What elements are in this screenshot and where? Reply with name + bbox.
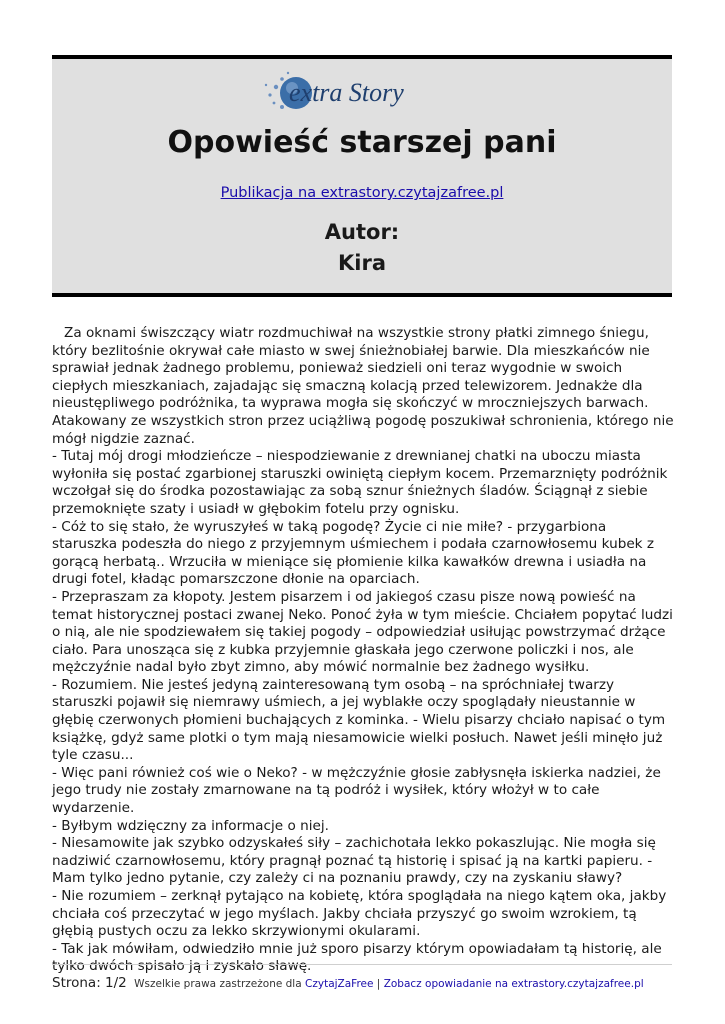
story-paragraph: - Byłbym wdzięczny za informacje o niej. xyxy=(52,817,329,834)
story-paragraph: - Nie rozumiem – zerknął pytająco na kobietę, która spoglądała na niego kątem oka, jakby chciała coś przeczytać w jego myślach. Jakby chciała przyszyć go swoim wzrokiem, tą głębią pustych oczu za lekko skrzywionymi okularami. xyxy=(52,888,667,940)
page-footer xyxy=(52,975,692,991)
story-body xyxy=(52,325,674,976)
page-number: Strona: 1/2 xyxy=(52,975,127,991)
story-paragraph: - Więc pani również coś wie o Neko? - w mężczyźnie głosie zabłysnęła iskierka nadziei, że jego trudy nie zostały zmarnowane na tą podróż i wysiłek, który włożył w to całe wydarzenie. xyxy=(52,764,661,817)
extra-story-logo xyxy=(52,65,672,115)
publication-link[interactable]: Publikacja na extrastory.czytajzafree.pl xyxy=(220,185,504,201)
rights-text: Wszelkie prawa zastrzeżone dla xyxy=(134,978,302,990)
story-paragraph: - Przepraszam za kłopoty. Jestem pisarzem i od jakiegoś czasu pisze nową powieść na temat historycznej postaci zwanej Neko. Ponoć żyła w tym mieście. Chciałem popytać ludzi o nią, ale nie spodziewałem się takiej pogody – odpowiedział usiłując powstrzymać drżące ciało. Para unosząca się z kubka przyjemnie głaskała jego czerwone policzki i nos, ale mężczyźnie nadal było zbyt zimno, aby mówić normalnie bez żadnego wysiłku. xyxy=(52,588,673,676)
story-link[interactable]: Zobacz opowiadanie na extrastory.czytajzafree.pl xyxy=(383,978,644,990)
logo-text: extra Story xyxy=(289,78,404,107)
logo-graphic xyxy=(262,65,462,115)
czytajzafree-link[interactable]: CzytajZaFree xyxy=(305,978,374,990)
story-paragraph: - Niesamowite jak szybko odzyskałeś siły – zachichotała lekko pokaszlując. Nie mogła się nadziwić czarnowłosemu, który pragnął poznać tą historię i spisać ją na kartki papieru. - Mam tylko jedno pytanie, czy zależy ci na poznaniu prawdy, czy na zyskaniu sławy? xyxy=(52,835,656,887)
story-paragraph: - Tutaj mój drogi młodzieńcze – niespodziewanie z drewnianej chatki na uboczu miasta wyłoniła się postać zgarbionej staruszki owiniętą ciepłym kocem. Przemarznięty podróżnik wczołgał się do środka pozostawiając za sobą sznur śnieżnych śladów. Ściągnął z siebie przemoknięte szaty i usiadł w głębokim fotelu przy ognisku. xyxy=(52,448,668,517)
author-name: Kira xyxy=(338,251,386,275)
story-paragraph: - Rozumiem. Nie jesteś jedyną zainteresowaną tym osobą – na spróchniałej twarzy staruszki pojawił się niemrawy uśmiech, a jej wyblakłe oczy spoglądały nieustannie w głębię czerwonych płomieni buchających z kominka. - Wielu pisarzy chciało napisać o tym książkę, gdyż same plotki o tym mają niesamowicie wielki posłuch. Nawet jeśli minęło już tyle czasu... xyxy=(52,676,666,764)
footer-divider xyxy=(52,964,672,965)
footer-separator: | xyxy=(376,978,381,990)
page-title: Opowieść starszej pani xyxy=(167,125,557,160)
story-paragraph: - Tak jak mówiłam, odwiedziło mnie już sporo pisarzy którym opowiadałam tą historię, ale tylko dwóch spisało ją i zyskało sławę. xyxy=(52,940,662,975)
story-paragraph: - Cóż to się stało, że wyruszyłeś w taką pogodę? Życie ci nie miłe? - przygarbiona staruszka podeszła do niego z przyjemnym uśmiechem i podała czarnowłosemu kubek z gorącą herbatą.. Wrzuciła w mieniące się płomienie kilka kawałków drewna i usiadła na drugi fotel, kładąc pomarszczone dłonie na oparciach. xyxy=(52,518,655,588)
author-label: Autor: xyxy=(324,220,400,244)
story-paragraph: Za oknami świszczący wiatr rozdmuchiwał na wszystkie strony płatki zimnego śniegu, który bezlitośnie okrywał całe miasto w swej śnieżnobiałej barwie. Dla mieszkańców nie sprawiał jednak żadnego problemu, ponieważ siedzieli oni teraz wygodnie w swoich ciepłych mieszkaniach, zajadając się smaczną kolacją przed telewizorem. Jednakże dla nieustępliwego podróżnika, ta wyprawa mogła się skończyć w mroczniejszych barwach. Atakowany ze wszystkich stron przez uciążliwą pogodę poszukiwał schronienia, którego nie mógł nigdzie zaznać. xyxy=(52,325,674,447)
story-header xyxy=(52,55,672,297)
